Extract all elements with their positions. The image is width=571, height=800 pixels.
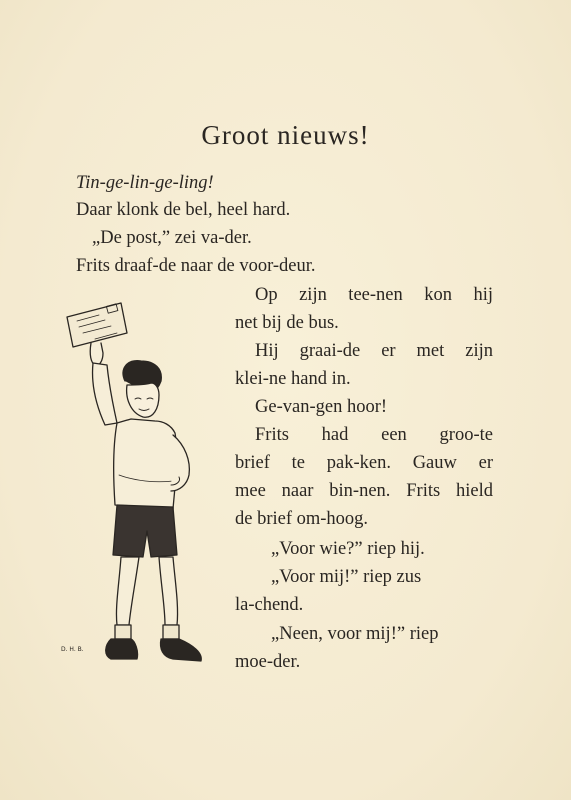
text-line-4: Frits draaf-de naar de voor-deur.: [76, 256, 316, 276]
text-line-5: Op zijn tee-nen kon hij: [255, 285, 493, 305]
text-line-17: „Neen, voor mij!” riep: [271, 624, 439, 644]
text-line-2: Daar klonk de bel, heel hard.: [76, 200, 291, 220]
text-line-7: Hij graai-de er met zijn: [255, 341, 493, 361]
text-line-8: klei-ne hand in.: [235, 369, 351, 389]
text-line-14: „Voor wie?” riep hij.: [271, 539, 425, 559]
text-line-10: Frits had een groo-te: [255, 425, 493, 445]
text-line-16: la-chend.: [235, 595, 304, 615]
text-line-3: „De post,” zei va-der.: [92, 228, 252, 248]
text-line-15: „Voor mij!” riep zus: [271, 567, 422, 587]
illustrator-signature: D. H. B.: [61, 646, 84, 653]
boy-with-letter-illustration: [55, 295, 215, 685]
text-line-6: net bij de bus.: [235, 313, 339, 333]
envelope-icon: [67, 303, 127, 347]
text-line-9: Ge-van-gen hoor!: [255, 397, 388, 417]
text-line-11: brief te pak-ken. Gauw er: [235, 453, 493, 473]
text-line-1: Tin-ge-lin-ge-ling!: [76, 173, 214, 193]
text-line-18: moe-der.: [235, 652, 301, 672]
text-line-13: de brief om-hoog.: [235, 509, 369, 529]
text-line-12: mee naar bin-nen. Frits hield: [235, 481, 493, 501]
page-title: Groot nieuws!: [201, 120, 370, 150]
